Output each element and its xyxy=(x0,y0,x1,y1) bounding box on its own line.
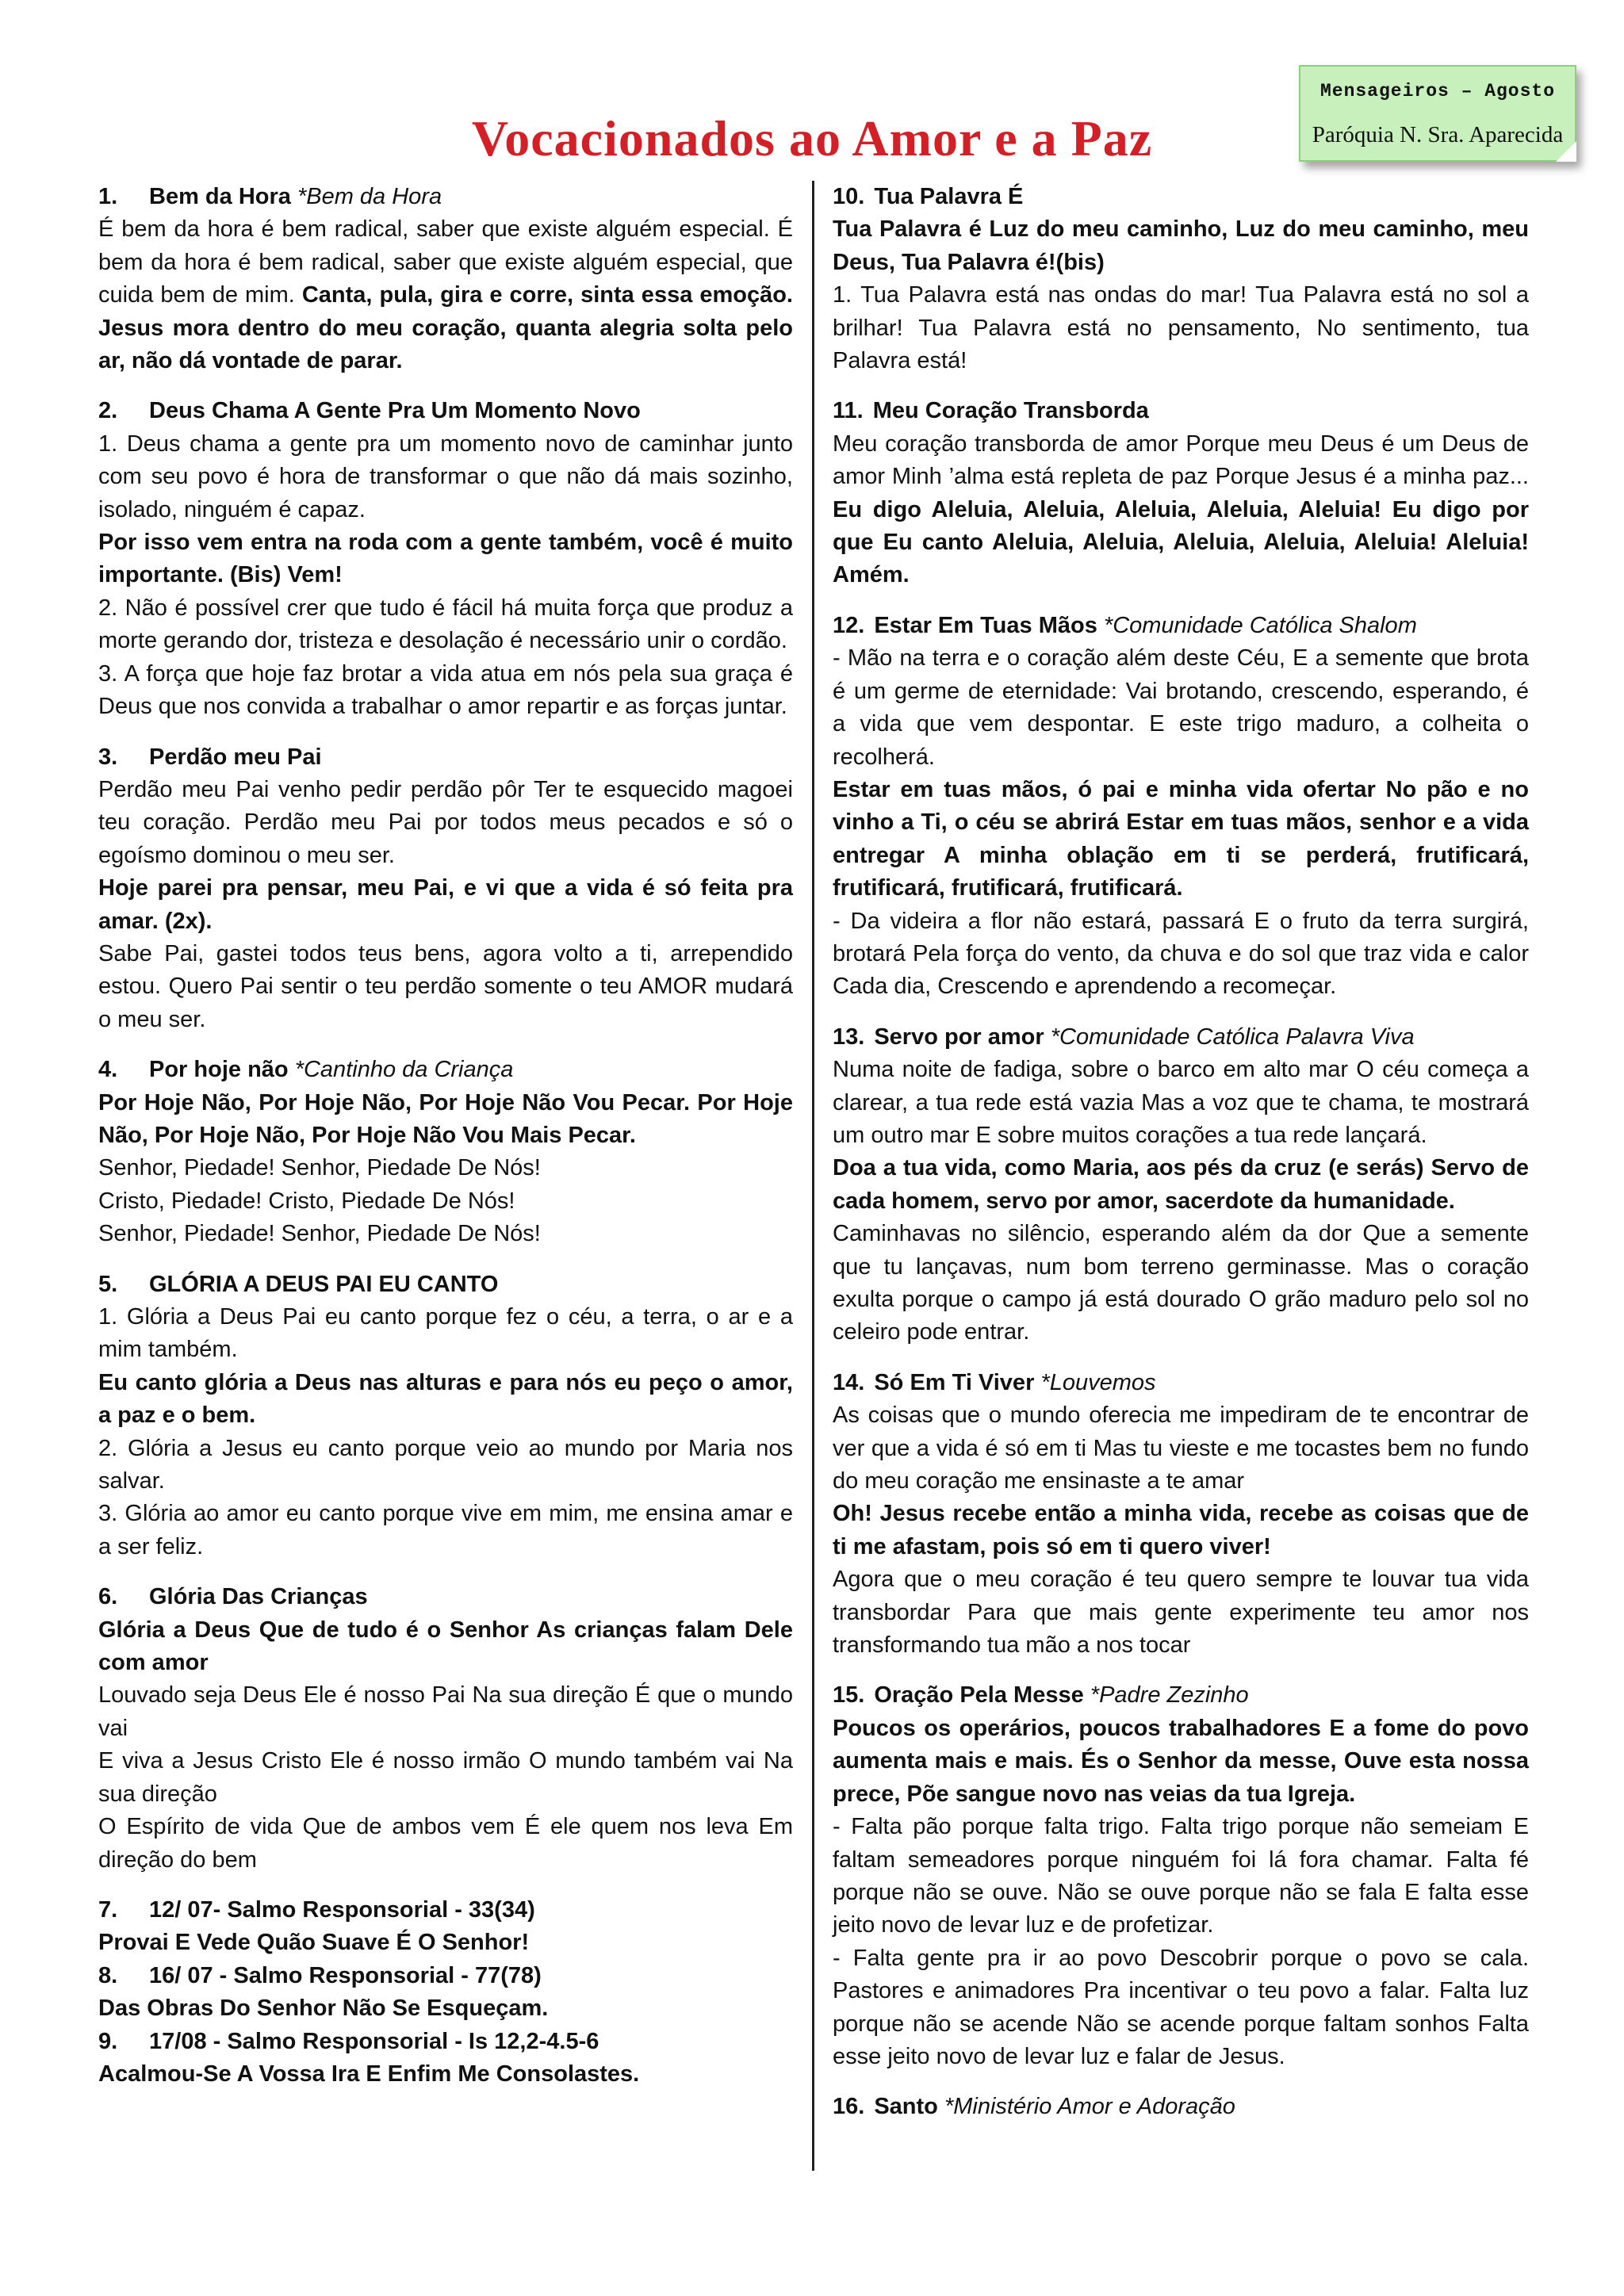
song-heading xyxy=(98,181,793,213)
left-column xyxy=(98,181,793,2108)
song-heading xyxy=(833,181,1529,213)
song-title: Só Em Ti Viver xyxy=(874,1369,1035,1395)
song-title: Estar Em Tuas Mãos xyxy=(874,612,1097,638)
song-number: 5. xyxy=(98,1271,118,1297)
song-paragraph xyxy=(98,658,793,724)
song-block xyxy=(98,395,793,723)
song-heading xyxy=(833,1021,1529,1054)
song-heading xyxy=(98,1054,793,1086)
song-author: *Louvemos xyxy=(1040,1369,1156,1395)
chorus-text: Tua Palavra é Luz do meu caminho, Luz do meu caminho, meu Deus, Tua Palavra é!(bis) xyxy=(833,216,1529,275)
psalm-number: 8. xyxy=(98,1962,118,1988)
song-number: 3. xyxy=(98,744,118,770)
song-block xyxy=(833,1021,1529,1349)
verse-text: 1. Deus chama a gente pra um momento novo de caminhar junto com seu povo é hora de transformar o que não dá mais sozinho, isolado, ninguém é capaz. xyxy=(98,430,793,522)
psalm-heading xyxy=(98,1894,793,1927)
song-title: Santo xyxy=(874,2094,938,2120)
song-paragraph xyxy=(98,1087,793,1153)
chorus-text: Poucos os operários, poucos trabalhadores E a fome do povo aumenta mais e mais. És o Senhor da messe, Ouve esta nossa prece, Põe sangue novo nas veias da tua Igreja. xyxy=(833,1715,1529,1807)
verse-text: Caminhavas no silêncio, esperando além da dor Que a semente que tu lançavas, num bom terreno germinasse. Mas o coração exulta porque o campo já está dourado O grão maduro pelo sol no celeiro pode entrar. xyxy=(833,1221,1529,1345)
song-block xyxy=(98,741,793,1037)
chorus-text: Hoje parei pra pensar, meu Pai, e vi que a vida é só feita pra amar. (2x). xyxy=(98,875,793,934)
song-title: Glória Das Crianças xyxy=(149,1584,368,1610)
song-heading xyxy=(833,2091,1529,2123)
psalm-response: Provai E Vede Quão Suave É O Senhor! xyxy=(98,1930,530,1956)
verse-text: É bem da hora é bem radical, saber que existe alguém especial. É bem da hora é bem radical, saber que existe alguém especial, que cuida bem de mim. xyxy=(98,216,793,308)
song-block xyxy=(833,181,1529,377)
song-author: *Comunidade Católica Palavra Viva xyxy=(1050,1024,1415,1050)
song-heading xyxy=(833,610,1529,642)
song-number: 4. xyxy=(98,1057,118,1083)
song-block xyxy=(98,1054,793,1250)
song-paragraph xyxy=(98,592,793,658)
psalm-block xyxy=(98,1894,793,2091)
psalm-title: 16/ 07 - Salmo Responsorial - 77(78) xyxy=(149,1962,542,1988)
song-block xyxy=(833,1679,1529,2073)
song-number: 12. xyxy=(833,612,865,638)
verse-text: Senhor, Piedade! Senhor, Piedade De Nós! xyxy=(98,1221,541,1247)
song-paragraph xyxy=(98,526,793,592)
song-block xyxy=(833,610,1529,1004)
verse-text: 2. Não é possível crer que tudo é fácil há muita força que produz a morte gerando dor, tristeza e desolação é necessário unir o cordão. xyxy=(98,595,793,654)
song-number: 13. xyxy=(833,1024,865,1050)
song-paragraph xyxy=(98,1152,793,1184)
page-title: Vocacionados ao Amor e a Paz xyxy=(471,110,1153,166)
song-author: *Padre Zezinho xyxy=(1090,1682,1249,1709)
song-heading xyxy=(833,395,1529,427)
chorus-text: Eu digo Aleluia, Aleluia, Aleluia, Aleluia, Aleluia! Eu digo por que Eu canto Aleluia, Aleluia, Aleluia, Aleluia, Aleluia! Aleluia! Amém. xyxy=(833,496,1529,588)
song-title: Perdão meu Pai xyxy=(149,744,322,770)
verse-text: Meu coração transborda de amor Porque meu Deus é um Deus de amor Minh ’alma está repleta de paz Porque Jesus é a minha paz... xyxy=(833,430,1529,490)
song-paragraph xyxy=(833,1054,1529,1152)
song-heading xyxy=(833,1367,1529,1399)
song-paragraph xyxy=(98,1301,793,1367)
chorus-text: Canta, pula, gira e corre, sinta essa emoção. Jesus mora dentro do meu coração, quanta alegria solta pelo ar, não dá vontade de parar. xyxy=(98,282,793,374)
verse-text: - Falta gente pra ir ao povo Descobrir porque o povo se cala. Pastores e animadores Pra incentivar o teu povo a falar. Falta luz porque não se acende Não se acende porque faltam sonhos Falta esse jeito novo de levar luz e falar de Jesus. xyxy=(833,1945,1529,2069)
song-paragraph xyxy=(98,213,793,377)
song-number: 10. xyxy=(833,184,865,209)
song-paragraph xyxy=(98,1367,793,1433)
verse-text: Agora que o meu coração é teu quero sempre te louvar tua vida transbordar Para que mais gente experimente teu amor nos transformando tua mão a nos tocar xyxy=(833,1567,1529,1659)
song-author: *Comunidade Católica Shalom xyxy=(1103,612,1417,638)
song-paragraph xyxy=(833,905,1529,1004)
song-paragraph xyxy=(833,428,1529,592)
verse-text: 1. Tua Palavra está nas ondas do mar! Tua Palavra está no sol a brilhar! Tua Palavra está no pensamento, No sentimento, tua Palavra está! xyxy=(833,282,1529,374)
psalm-number: 7. xyxy=(98,1896,118,1923)
chorus-text: Eu canto glória a Deus nas alturas e para nós eu peço o amor, a paz e o bem. xyxy=(98,1369,793,1429)
song-title: Oração Pela Messe xyxy=(874,1682,1084,1709)
song-title: GLÓRIA A DEUS PAI EU CANTO xyxy=(149,1271,499,1297)
verse-text: Sabe Pai, gastei todos teus bens, agora volto a ti, arrependido estou. Quero Pai sentir o teu perdão somente o teu AMOR mudará o meu ser. xyxy=(98,940,793,1032)
song-author: *Cantinho da Criança xyxy=(294,1057,514,1083)
psalm-title: 12/ 07- Salmo Responsorial - 33(34) xyxy=(149,1896,535,1923)
song-heading xyxy=(833,1679,1529,1712)
song-block xyxy=(833,1367,1529,1663)
song-number: 16. xyxy=(833,2094,865,2120)
song-heading xyxy=(98,741,793,774)
verse-text: 3. Glória ao amor eu canto porque vive em mim, me ensina amar e a ser feliz. xyxy=(98,1501,793,1559)
tag-parish-name: Paróquia N. Sra. Aparecida xyxy=(1312,122,1564,147)
psalm-heading xyxy=(98,2026,793,2058)
chorus-text: Doa a tua vida, como Maria, aos pés da cruz (e serás) Servo de cada homem, servo por amor, sacerdote da humanidade. xyxy=(833,1155,1529,1214)
song-block xyxy=(833,2091,1529,2123)
song-paragraph xyxy=(98,1218,793,1250)
song-paragraph xyxy=(98,938,793,1036)
song-block xyxy=(98,1269,793,1564)
song-paragraph xyxy=(98,1679,793,1745)
song-paragraph xyxy=(833,1712,1529,1811)
tag-publication-name: Mensageiros – Agosto xyxy=(1320,81,1556,101)
song-number: 11. xyxy=(833,398,864,424)
song-paragraph xyxy=(833,774,1529,905)
song-paragraph xyxy=(98,428,793,526)
chorus-text: Estar em tuas mãos, ó pai e minha vida ofertar No pão e no vinho a Ti, o céu se abrirá Estar em tuas mãos, senhor e a vida entregar A minha oblação em ti se perderá, frutificará, frutificará, frutificará, frutificará. xyxy=(833,776,1529,901)
chorus-text: Oh! Jesus recebe então a minha vida, recebe as coisas que de ti me afastam, pois só em ti quero viver! xyxy=(833,1501,1529,1559)
verse-text: 2. Glória a Jesus eu canto porque veio ao mundo por Maria nos salvar. xyxy=(98,1435,793,1494)
song-paragraph xyxy=(833,279,1529,377)
song-paragraph xyxy=(98,1185,793,1218)
song-paragraph xyxy=(98,1433,793,1498)
song-paragraph xyxy=(98,1811,793,1877)
song-block xyxy=(98,181,793,377)
verse-text: Louvado seja Deus Ele é nosso Pai Na sua direção É que o mundo vai xyxy=(98,1682,793,1741)
song-paragraph xyxy=(833,1399,1529,1498)
song-number: 14. xyxy=(833,1369,865,1395)
verse-text: Cristo, Piedade! Cristo, Piedade De Nós! xyxy=(98,1188,515,1214)
song-heading xyxy=(98,1269,793,1301)
song-title: Bem da Hora xyxy=(149,184,291,209)
song-paragraph xyxy=(98,1614,793,1680)
song-paragraph xyxy=(833,1563,1529,1662)
psalm-number: 9. xyxy=(98,2028,118,2054)
song-paragraph xyxy=(833,1811,1529,1942)
verse-text: Senhor, Piedade! Senhor, Piedade De Nós! xyxy=(98,1155,541,1181)
song-title: Meu Coração Transborda xyxy=(872,398,1149,424)
song-title: Por hoje não xyxy=(149,1057,289,1083)
song-title: Servo por amor xyxy=(874,1024,1044,1050)
song-number: 1. xyxy=(98,184,118,209)
song-author: *Ministério Amor e Adoração xyxy=(944,2094,1235,2120)
verse-text: O Espírito de vida Que de ambos vem É ele quem nos leva Em direção do bem xyxy=(98,1814,793,1873)
verse-text: E viva a Jesus Cristo Ele é nosso irmão O mundo também vai Na sua direção xyxy=(98,1748,793,1807)
chorus-text: Por isso vem entra na roda com a gente também, você é muito importante. (Bis) Vem! xyxy=(98,530,793,588)
psalm-title: 17/08 - Salmo Responsorial - Is 12,2-4.5-6 xyxy=(149,2028,599,2054)
verse-text: Numa noite de fadiga, sobre o barco em alto mar O céu começa a clarear, a tua rede está vazia Mas a voz que te chama, te mostrará um outro mar E sobre muitos corações a tua rede lançará. xyxy=(833,1057,1529,1148)
chorus-text: Por Hoje Não, Por Hoje Não, Por Hoje Não Vou Pecar. Por Hoje Não, Por Hoje Não, Por Hoje Não Vou Mais Pecar. xyxy=(98,1089,793,1148)
verse-text: 3. A força que hoje faz brotar a vida atua em nós pela sua graça é Deus que nos convida a trabalhar o amor repartir e as forças juntar. xyxy=(98,660,793,720)
chorus-text: Glória a Deus Que de tudo é o Senhor As crianças falam Dele com amor xyxy=(98,1617,793,1676)
song-title: Deus Chama A Gente Pra Um Momento Novo xyxy=(149,398,641,424)
psalm-response: Acalmou-Se A Vossa Ira E Enfim Me Consolastes. xyxy=(98,2061,640,2087)
song-paragraph xyxy=(98,1498,793,1563)
song-paragraph xyxy=(833,1152,1529,1218)
song-number: 6. xyxy=(98,1584,118,1610)
song-number: 2. xyxy=(98,398,118,424)
verse-text: 1. Glória a Deus Pai eu canto porque fez o céu, a terra, o ar e a mim também. xyxy=(98,1304,793,1363)
song-heading xyxy=(98,395,793,427)
song-paragraph xyxy=(833,213,1529,279)
column-divider xyxy=(812,181,814,2171)
psalm-heading xyxy=(98,1960,793,1992)
song-paragraph xyxy=(98,774,793,872)
psalm-response: Das Obras Do Senhor Não Se Esqueçam. xyxy=(98,1996,549,2022)
verse-text: As coisas que o mundo oferecia me impediram de te encontrar de ver que a vida é só em ti Mas tu vieste e me tocastes bem no fundo do meu coração me ensinaste a te amar xyxy=(833,1402,1529,1494)
song-author: *Bem da Hora xyxy=(297,184,442,209)
song-block xyxy=(833,395,1529,591)
right-column xyxy=(833,181,1529,2141)
song-paragraph xyxy=(833,1942,1529,2074)
verse-text: - Da videira a flor não estará, passará E o fruto da terra surgirá, brotará Pela força do vento, da chuva e do sol que traz vida e calor Cada dia, Crescendo e aprendendo a recomeçar. xyxy=(833,908,1529,1000)
song-block xyxy=(98,1581,793,1877)
verse-text: Perdão meu Pai venho pedir perdão pôr Ter te esquecido magoei teu coração. Perdão meu Pai por todos meus pecados e só o egoísmo dominou o meu ser. xyxy=(98,776,793,868)
song-paragraph xyxy=(833,1218,1529,1349)
verse-text: - Falta pão porque falta trigo. Falta trigo porque não semeiam E faltam semeadores porque ninguém foi lá fora chamar. Falta fé porque não se ouve. Não se ouve porque não se fala E falta esse jeito novo de levar luz e de profetizar. xyxy=(833,1814,1529,1938)
song-paragraph xyxy=(98,872,793,938)
song-title: Tua Palavra É xyxy=(874,184,1024,209)
song-number: 15. xyxy=(833,1682,865,1709)
song-paragraph xyxy=(833,642,1529,774)
song-heading xyxy=(98,1581,793,1613)
verse-text: - Mão na terra e o coração além deste Céu, E a semente que brota é um germe de eternidade: Vai brotando, crescendo, esperando, é a vida que vem despontar. E este trigo maduro, a colheita o recolherá. xyxy=(833,645,1529,770)
song-paragraph xyxy=(833,1498,1529,1563)
song-paragraph xyxy=(98,1745,793,1811)
